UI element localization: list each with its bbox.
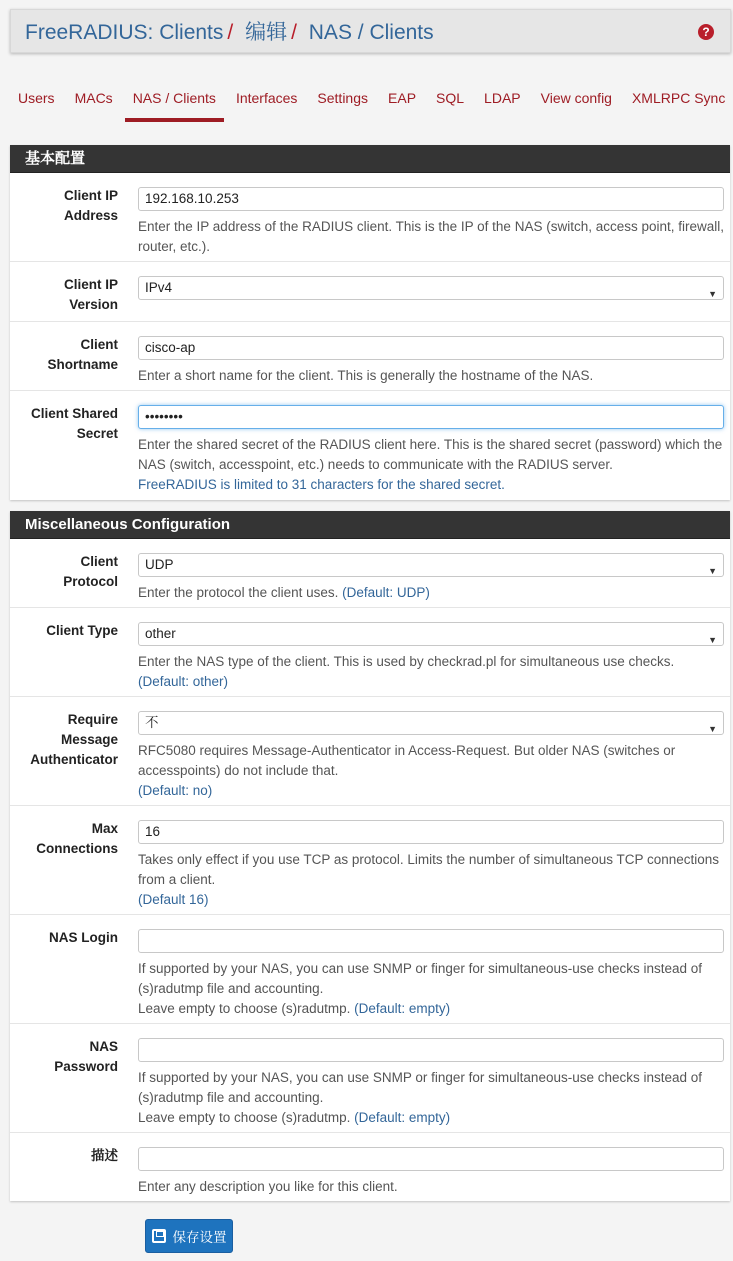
client-shortname-row xyxy=(10,322,730,391)
nas-login-row xyxy=(10,915,730,1024)
description-input[interactable] xyxy=(138,1147,724,1171)
save-icon xyxy=(152,1229,166,1243)
field-label: Client Type xyxy=(46,623,118,638)
help-text: Enter the NAS type of the client. This is used by checkrad.pl for simultaneous use checks. xyxy=(138,654,675,669)
help-text: Enter the protocol the client uses. (Default: UDP) xyxy=(138,585,430,600)
tab-macs[interactable]: MACs xyxy=(74,90,113,106)
tab-sql[interactable]: SQL xyxy=(436,90,465,106)
client-type-select[interactable]: other ▼ xyxy=(138,622,724,646)
require-msg-auth-select[interactable]: 不 ▼ xyxy=(138,711,724,735)
breadcrumb-freeradius-clients[interactable]: FreeRADIUS: Clients xyxy=(25,21,224,44)
max-connections-input[interactable]: 16 xyxy=(138,820,724,844)
help-text: Enter the shared secret of the RADIUS client here. This is the shared secret (password) which the NAS (switch, accesspoint, etc.) needs to communicate with the RADIUS server. xyxy=(138,437,723,472)
tab-eap[interactable]: EAP xyxy=(388,90,417,106)
require-msg-auth-row xyxy=(10,697,730,806)
page-header xyxy=(10,9,731,53)
save-button[interactable] xyxy=(145,1219,233,1253)
tab-xmlrpc-sync[interactable]: XMLRPC Sync xyxy=(631,90,726,106)
client-ip-row xyxy=(10,173,730,262)
shortname-input[interactable]: cisco-ap xyxy=(138,336,724,360)
description-row xyxy=(10,1133,730,1201)
field-label: Require Message Authenticator xyxy=(30,712,118,767)
panel-title: 基本配置 xyxy=(10,145,730,173)
basic-config-panel xyxy=(10,145,730,500)
tab-view-config[interactable]: View config xyxy=(540,90,612,106)
client-protocol-row xyxy=(10,539,730,608)
help-text: Takes only effect if you use TCP as protocol. Limits the number of simultaneous TCP connections from a client. xyxy=(138,852,720,887)
max-connections-row xyxy=(10,806,730,915)
help-text: If supported by your NAS, you can use SNMP or finger for simultaneous-use checks instead of (s)radutmp file and accounting. xyxy=(138,1070,703,1105)
protocol-select[interactable]: UDP ▼ xyxy=(138,553,724,577)
tab-users[interactable]: Users xyxy=(18,90,55,106)
field-label: NAS Password xyxy=(54,1039,118,1074)
tab-nas-clients[interactable]: NAS / Clients xyxy=(125,80,224,122)
help-text: Leave empty to choose (s)radutmp. (Default: empty) xyxy=(138,1110,451,1125)
panel-title: Miscellaneous Configuration xyxy=(10,511,730,539)
shared-secret-input[interactable]: •••••••• xyxy=(138,405,724,429)
field-label: Client IP Version xyxy=(63,277,118,312)
help-text: Enter the IP address of the RADIUS client. This is the IP of the NAS (switch, access point, firewall, router, etc.). xyxy=(138,219,725,254)
save-button-label: 保存设置 xyxy=(172,1230,227,1245)
field-label: 描述 xyxy=(91,1148,118,1163)
field-label: Client Shortname xyxy=(47,337,118,372)
help-icon[interactable]: ? xyxy=(698,24,714,40)
help-text: If supported by your NAS, you can use SNMP or finger for simultaneous-use checks instead of (s)radutmp file and accounting. xyxy=(138,961,703,996)
tab-settings[interactable]: Settings xyxy=(317,90,369,106)
breadcrumb xyxy=(25,16,434,46)
help-text: Leave empty to choose (s)radutmp. (Default: empty) xyxy=(138,1001,451,1016)
tab-interfaces[interactable]: Interfaces xyxy=(235,90,298,106)
field-label: NAS Login xyxy=(49,930,118,945)
breadcrumb-edit[interactable]: 编辑 xyxy=(245,21,288,44)
field-label: Max Connections xyxy=(36,821,118,856)
tab-bar xyxy=(10,80,733,122)
secret-limit-note: FreeRADIUS is limited to 31 characters for the shared secret. xyxy=(138,477,505,492)
breadcrumb-separator: / xyxy=(291,21,297,44)
help-text: Enter a short name for the client. This is generally the hostname of the NAS. xyxy=(138,368,594,383)
nas-password-row xyxy=(10,1024,730,1133)
nas-password-input[interactable] xyxy=(138,1038,724,1062)
tab-ldap[interactable]: LDAP xyxy=(484,90,521,106)
ip-version-select[interactable]: IPv4 ▼ xyxy=(138,276,724,300)
field-label: Client Shared Secret xyxy=(30,406,118,441)
client-ip-input[interactable]: 192.168.10.253 xyxy=(138,187,724,211)
client-ip-version-row xyxy=(10,262,730,322)
help-text: RFC5080 requires Message-Authenticator in Access-Request. But older NAS (switches or accesspoints) do not include that. xyxy=(138,743,676,778)
breadcrumb-nas-clients[interactable]: NAS / Clients xyxy=(308,21,434,44)
client-secret-row xyxy=(10,391,730,500)
field-label: Client IP Address xyxy=(63,188,118,223)
default-note: (Default: no) xyxy=(138,783,213,798)
field-label: Client Protocol xyxy=(63,554,118,589)
client-type-row xyxy=(10,608,730,697)
misc-config-panel xyxy=(10,511,730,1201)
default-note: (Default 16) xyxy=(138,892,209,907)
help-text: Enter any description you like for this client. xyxy=(138,1179,398,1194)
breadcrumb-separator: / xyxy=(227,21,234,44)
default-note: (Default: other) xyxy=(138,674,229,689)
nas-login-input[interactable] xyxy=(138,929,724,953)
